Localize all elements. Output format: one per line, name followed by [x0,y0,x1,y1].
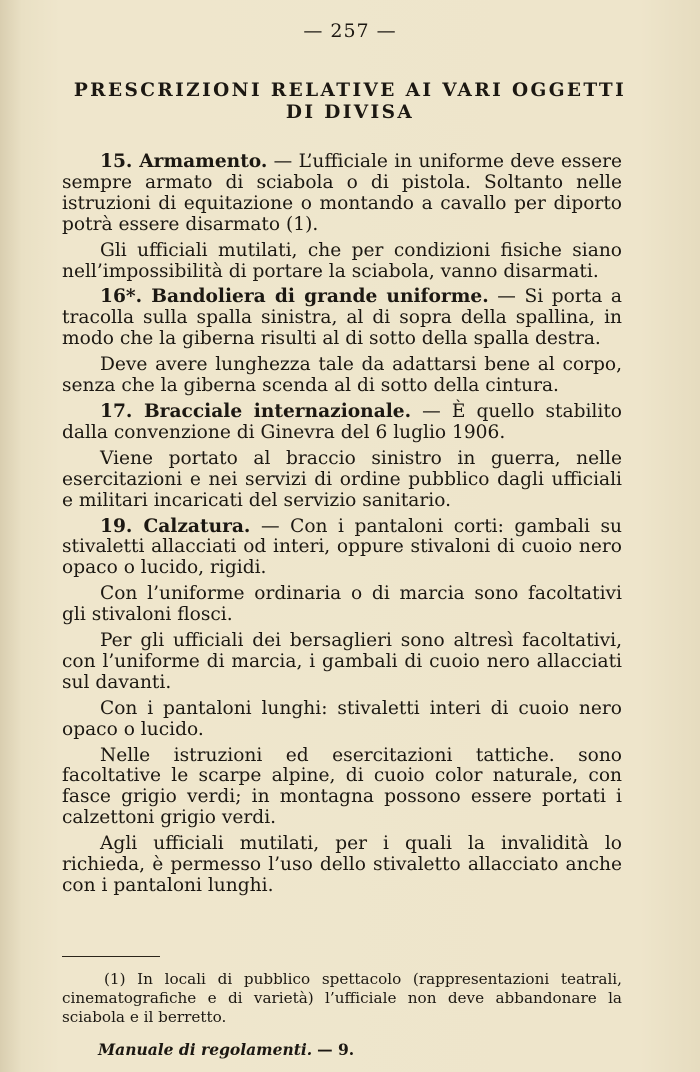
section-title: PRESCRIZIONI RELATIVE AI VARI OGGETTI DI DIVISA [73,80,627,123]
paragraph-19f: Agli ufficiali mutilati, per i quali la invalidità lo richieda, è permesso l’uso dello stivaletto allacciato anche con i pantaloni lunghi. [62,833,622,896]
paragraph-17b: Viene portato al braccio sinistro in guerra, nelle esercitazioni e nei servizi di ordine pubblico dagli ufficiali e militari incaricati del servizio sanitario. [62,447,622,511]
paragraph-16b: Deve avere lunghezza tale da adattarsi bene al corpo, senza che la giberna scenda al di sotto della cintura. [62,354,622,397]
paragraph-15b: Gli ufficiali mutilati, che per condizioni fisiche siano nell’impossibilità di portare la sciabola, vanno disarmati. [62,239,622,282]
paragraph-17: 17. Bracciale internazionale. — È quello stabilito dalla convenzione di Ginevra del 6 luglio 1906. [62,400,622,443]
paragraph-15: 15. Armamento. — L’ufficiale in uniforme deve essere sempre armato di sciabola o di pistola. Soltanto nelle istruzioni di equitazione o montando a cavallo per diporto potrà essere disarmato (1). [62,151,622,235]
signature-line [98,1040,354,1059]
heading-16: 16*. Bandoliera di grande uniforme. [100,286,489,308]
footnote-divider [62,956,160,957]
body-text [62,152,622,902]
heading-15: 15. Armamento. [100,151,268,172]
paragraph-19c: Per gli ufficiali dei bersaglieri sono altresì facoltativi, con l’uniforme di marcia, i gambali di cuoio nero allacciati sul davanti. [62,630,622,693]
heading-17: 17. Bracciale internazionale. [100,400,412,422]
paragraph-19e: Nelle istruzioni ed esercitazioni tattiche. sono facoltative le scarpe alpine, di cuoio color naturale, con fasce grigio verdi; in montagna possono essere portati i calzettoni grigio verdi. [62,744,622,829]
paragraph-19d: Con i pantaloni lunghi: stivaletti interi di cuoio nero opaco o lucido. [62,697,622,740]
signature-sheet: — 9. [317,1040,355,1059]
signature-title: Manuale di regolamenti. [98,1040,313,1059]
footnote [62,970,622,1027]
footnote-text: (1) In locali di pubblico spettacolo (rappresentazioni teatrali, cinematografiche e di varietà) l’ufficiale non deve abbandonare la sciabola e il berretto. [62,970,622,1026]
paragraph-19: 19. Calzatura. — Con i pantaloni corti: gambali su stivaletti allacciati od interi, oppure stivaloni di cuoio nero opaco o lucido, rigidi. [62,515,622,579]
heading-19: 19. Calzatura. [100,515,251,537]
paragraph-16: 16*. Bandoliera di grande uniforme. — Si porta a tracolla sulla spalla sinistra, al di sopra della spallina, in modo che la giberna risulti al di sotto della spalla destra. [62,286,622,350]
page-number: — 257 — [303,20,397,42]
paragraph-19b: Con l’uniforme ordinaria o di marcia sono facoltativi gli stivaloni flosci. [62,583,622,626]
